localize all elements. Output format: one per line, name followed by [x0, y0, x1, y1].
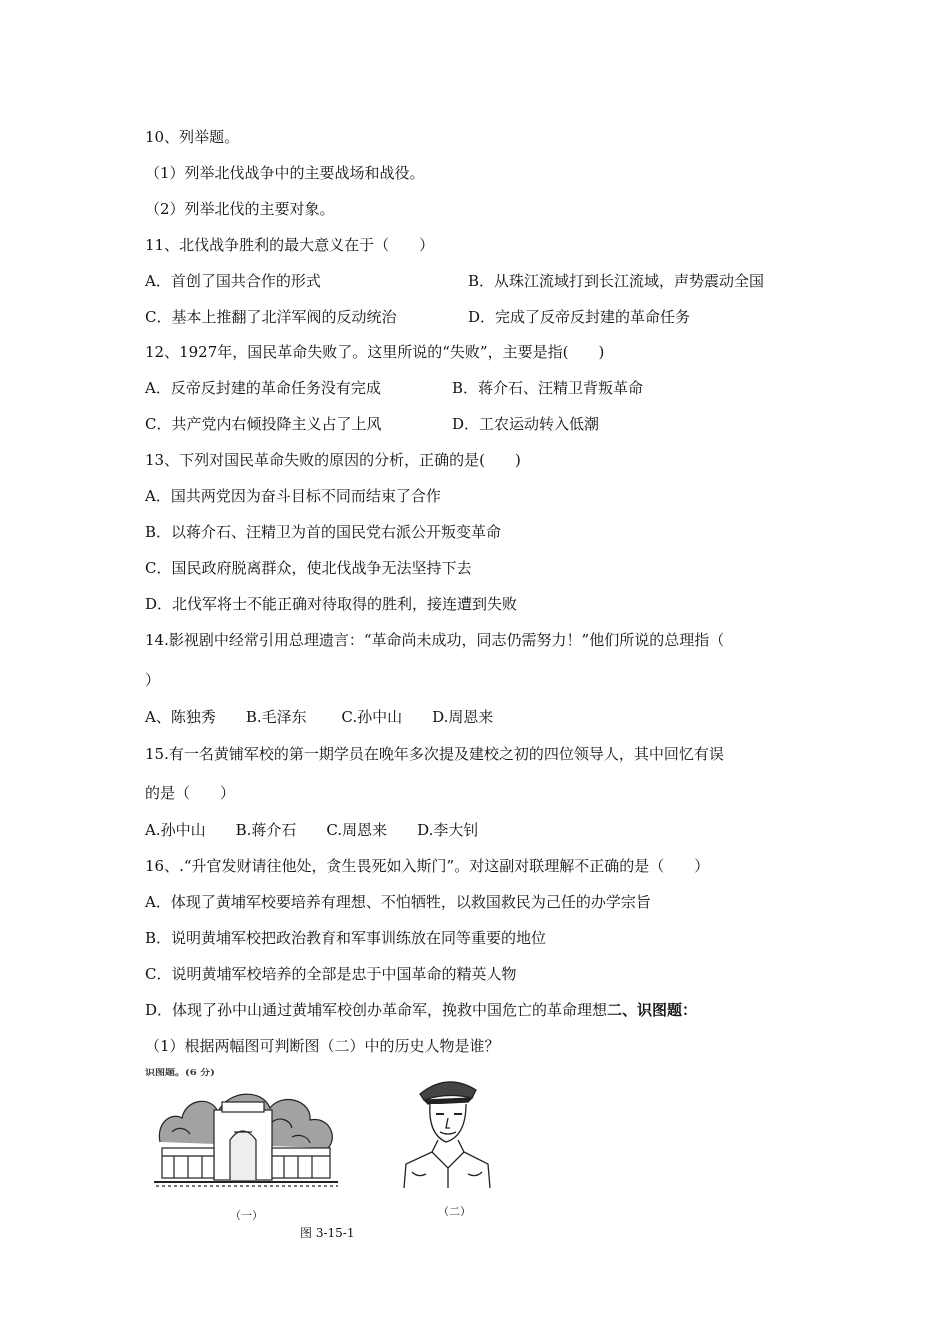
question-11-option-d: D．完成了反帝反封建的革命任务: [468, 308, 691, 326]
question-10-title: 10、列举题。: [145, 128, 240, 146]
question-16-option-b: B．说明黄埔军校把政治教育和军事训练放在同等重要的地位: [145, 929, 547, 947]
picture-question-1: （1）根据两幅图可判断图（二）中的历史人物是谁？: [145, 1037, 500, 1055]
question-11-option-c: C．基本上推翻了北洋军阀的反动统治: [145, 308, 397, 326]
gate-illustration: [152, 1082, 342, 1192]
question-14-stem-cont: ）: [145, 671, 161, 689]
question-16-option-c: C．说明黄埔军校培养的全部是忠于中国革命的精英人物: [145, 965, 517, 983]
question-10-item-2: （2）列举北伐的主要对象。: [145, 200, 335, 218]
question-15-options: A.孙中山 B.蒋介石 C.周恩来 D.李大钊: [145, 821, 479, 839]
question-15-stem: 15.有一名黄铺军校的第一期学员在晚年多次提及建校之初的四位领导人，其中回忆有误: [145, 745, 724, 763]
question-13-option-d: D．北伐军将士不能正确对待取得的胜利，接连遭到失败: [145, 595, 518, 613]
question-13-option-b: B．以蒋介石、汪精卫为首的国民党右派公开叛变革命: [145, 523, 502, 541]
question-16-option-d-text: D．体现了孙中山通过黄埔军校创办革命军，挽救中国危亡的革命理想: [145, 1001, 608, 1019]
question-16-stem: 16、.“升官发财请往他处，贪生畏死如入斯门”。对这副对联理解不正确的是（ ）: [145, 857, 710, 875]
question-15-stem-cont: 的是（ ）: [145, 784, 236, 802]
question-11-option-a: A．首创了国共合作的形式: [145, 272, 321, 290]
figure-label-2: （二）: [438, 1205, 471, 1218]
question-12-option-a: A．反帝反封建的革命任务没有完成: [145, 379, 381, 397]
question-16-option-a: A．体现了黄埔军校要培养有理想、不怕牺牲，以救国救民为己任的办学宗旨: [145, 893, 651, 911]
question-13-option-a: A．国共两党因为奋斗目标不同而结束了合作: [145, 487, 441, 505]
portrait-illustration: [402, 1072, 492, 1188]
figure-label-1: （一）: [230, 1209, 263, 1222]
question-12-option-b: B．蒋介石、汪精卫背叛革命: [452, 379, 644, 397]
section-heading: 二、识图题：: [607, 1001, 698, 1019]
question-11-stem: 11、北伐战争胜利的最大意义在于（ ）: [145, 236, 435, 254]
question-12-option-d: D．工农运动转入低潮: [452, 415, 600, 433]
question-12-option-c: C．共产党内右倾投降主义占了上风: [145, 415, 382, 433]
question-16-option-d: [145, 1000, 697, 1020]
question-10-item-1: （1）列举北伐战争中的主要战场和战役。: [145, 164, 425, 182]
question-12-stem: 12、1927年，国民革命失败了。这里所说的“失败”，主要是指( ): [145, 343, 605, 361]
figure-scan-header: 识图题。(6 分): [145, 1068, 215, 1078]
question-13-option-c: C．国民政府脱离群众，使北伐战争无法坚持下去: [145, 559, 472, 577]
question-11-option-b: B．从珠江流域打到长江流域，声势震动全国: [468, 272, 765, 290]
question-14-stem: 14.影视剧中经常引用总理遗言：“革命尚未成功，同志仍需努力！”他们所说的总理指（: [145, 631, 725, 649]
question-13-stem: 13、下列对国民革命失败的原因的分析，正确的是( ): [145, 451, 521, 469]
question-14-options: A、陈独秀 B.毛泽东 C.孙中山 D.周恩来: [145, 708, 494, 726]
figure-caption: 图 3-15-1: [300, 1226, 355, 1240]
